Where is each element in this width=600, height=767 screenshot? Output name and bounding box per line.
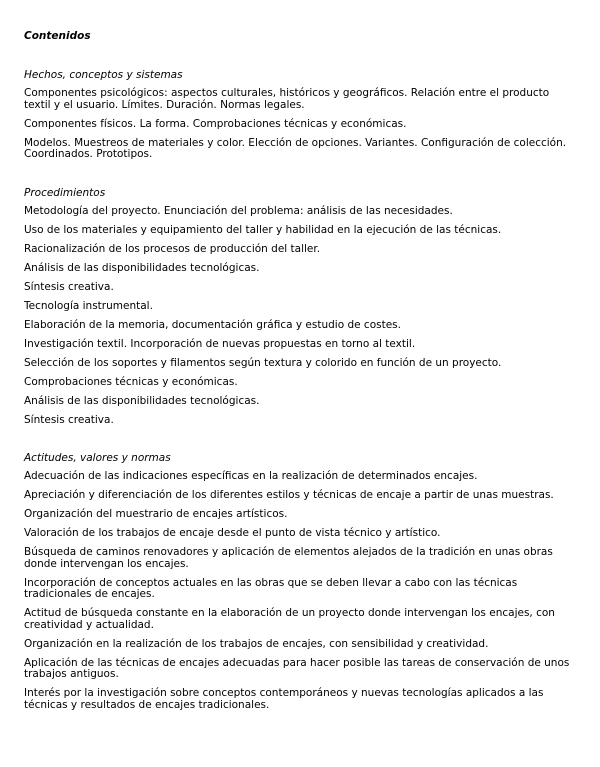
paragraph: Análisis de las disponibilidades tecnológicas. <box>24 394 260 407</box>
section-actitudes <box>24 452 570 711</box>
section-heading: Procedimientos <box>24 186 106 199</box>
paragraph: Organización en la realización de los trabajos de encajes, con sensibilidad y creatividad. <box>24 637 489 650</box>
paragraph: Análisis de las disponibilidades tecnológicas. <box>24 261 260 274</box>
paragraph: Componentes psicológicos: aspectos culturales, históricos y geográficos. Relación entre el producto textil y el usuario. Límites. Duración. Normas legales. <box>24 87 550 111</box>
paragraph: Aplicación de las técnicas de encajes adecuadas para hacer posible las tareas de conservación de unos trabajos antiguos. <box>24 656 570 680</box>
paragraph: Investigación textil. Incorporación de nuevas propuestas en torno al textil. <box>24 337 416 350</box>
section-procedimientos <box>24 187 570 427</box>
paragraph: Metodología del proyecto. Enunciación del problema: análisis de las necesidades. <box>24 204 453 217</box>
section-hechos <box>24 69 570 161</box>
document-title: Contenidos <box>24 30 91 42</box>
paragraph: Componentes físicos. La forma. Comprobaciones técnicas y económicas. <box>24 117 407 130</box>
paragraph: Selección de los soportes y filamentos según textura y colorido en función de un proyecto. <box>24 356 502 369</box>
paragraph: Búsqueda de caminos renovadores y aplicación de elementos alejados de la tradición en unas obras donde intervengan los encajes. <box>24 546 553 570</box>
paragraph: Valoración de los trabajos de encaje desde el punto de vista técnico y artístico. <box>24 527 441 539</box>
paragraph: Elaboración de la memoria, documentación gráfica y estudio de costes. <box>24 318 401 331</box>
paragraph: Interés por la investigación sobre conceptos contemporáneos y nuevas tecnologías aplicados a las técnicas y resultados de encajes tradicionales. <box>24 687 544 711</box>
paragraph: Adecuación de las indicaciones específicas en la realización de determinados encajes. <box>24 470 478 482</box>
paragraph: Uso de los materiales y equipamiento del taller y habilidad en la ejecución de las técnicas. <box>24 223 502 236</box>
paragraph: Comprobaciones técnicas y económicas. <box>24 375 238 388</box>
paragraph: Racionalización de los procesos de producción del taller. <box>24 242 321 255</box>
paragraph: Tecnología instrumental. <box>24 299 153 312</box>
paragraph: Síntesis creativa. <box>24 280 114 293</box>
paragraph: Organización del muestrario de encajes artísticos. <box>24 508 288 520</box>
paragraph: Incorporación de conceptos actuales en las obras que se deben llevar a cabo con las técnicas tradicionales de encajes. <box>24 576 518 600</box>
paragraph: Apreciación y diferenciación de los diferentes estilos y técnicas de encaje a partir de unas muestras. <box>24 489 554 501</box>
paragraph: Actitud de búsqueda constante en la elaboración de un proyecto donde intervengan los encajes, con creatividad y actualidad. <box>24 607 555 631</box>
section-heading: Actitudes, valores y normas <box>24 452 171 464</box>
paragraph: Síntesis creativa. <box>24 413 114 426</box>
paragraph: Modelos. Muestreos de materiales y color. Elección de opciones. Variantes. Configuración de colección. Coordinados. Prototipos. <box>24 136 567 160</box>
section-heading: Hechos, conceptos y sistemas <box>24 69 183 81</box>
